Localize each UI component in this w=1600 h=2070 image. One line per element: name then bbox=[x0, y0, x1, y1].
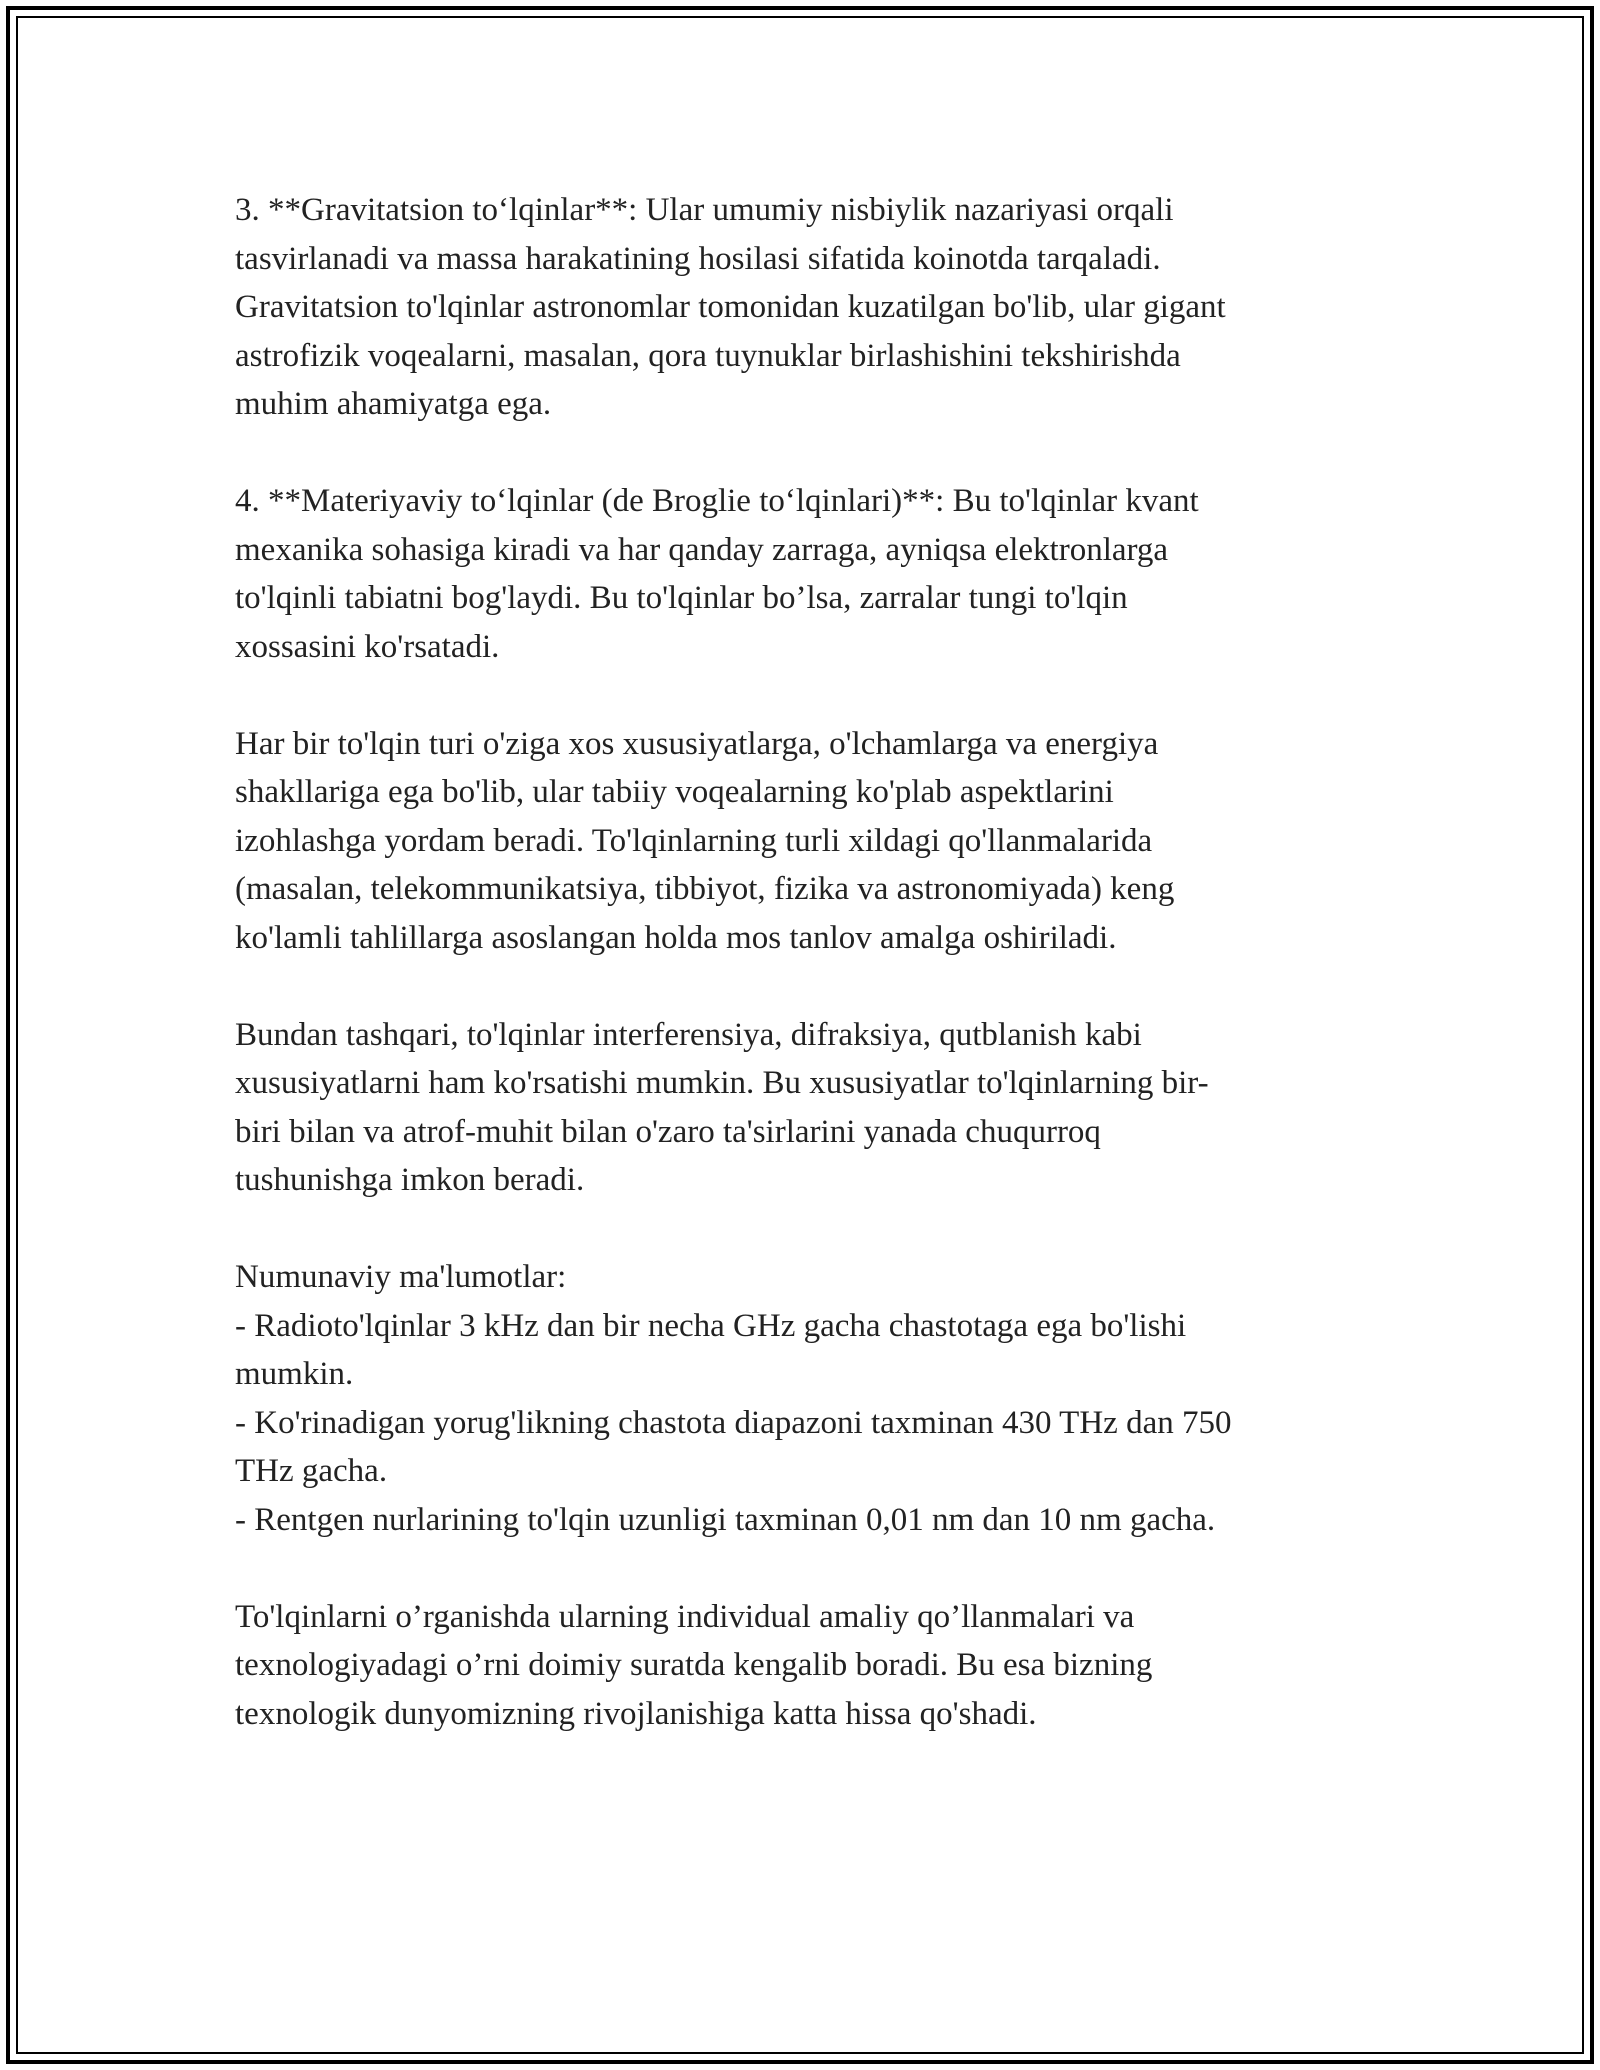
sample-data-heading: Numunaviy ma'lumotlar: bbox=[235, 1259, 567, 1295]
paragraph-closing bbox=[235, 1593, 1365, 1739]
text-line: tasvirlanadi va massa harakatining hosilasi sifatida koinotda tarqaladi. bbox=[235, 240, 1161, 277]
paragraph-matter-waves bbox=[235, 477, 1365, 671]
text-line: Bundan tashqari, to'lqinlar interferensiya, difraksiya, qutblanish kabi bbox=[235, 1016, 1142, 1053]
text-line: astrofizik voqealarni, masalan, qora tuynuklar birlashishini tekshirishda bbox=[235, 337, 1181, 374]
text-line: - Ko'rinadigan yorug'likning chastota diapazoni taxminan 430 THz dan 750 bbox=[235, 1404, 1232, 1441]
paragraph-wave-types-summary bbox=[235, 720, 1365, 963]
text-line: THz gacha. bbox=[235, 1453, 388, 1489]
text-line: izohlashga yordam beradi. To'lqinlarning turli xildagi qo'llanmalarida bbox=[235, 822, 1153, 859]
text-line: To'lqinlarni o’rganishda ularning individual amaliy qo’llanmalari va bbox=[235, 1598, 1135, 1635]
paragraph-gravitational-waves bbox=[235, 186, 1365, 429]
text-line: biri bilan va atrof-muhit bilan o'zaro ta'sirlarini yanada chuqurroq bbox=[235, 1113, 1101, 1150]
text-line: 4. **Materiyaviy to‘lqinlar (de Broglie to‘lqinlari)**: Bu to'lqinlar kvant bbox=[235, 483, 1199, 519]
text-line: muhim ahamiyatga ega. bbox=[235, 386, 552, 422]
text-line: xususiyatlarni ham ko'rsatishi mumkin. Bu xususiyatlar to'lqinlarning bir- bbox=[235, 1065, 1209, 1101]
text-line: to'lqinli tabiatni bog'laydi. Bu to'lqinlar bo’lsa, zarralar tungi to'lqin bbox=[235, 580, 1128, 616]
text-line: mexanika sohasiga kiradi va har qanday zarraga, ayniqsa elektronlarga bbox=[235, 531, 1169, 568]
document-body bbox=[235, 186, 1365, 1787]
text-line: Har bir to'lqin turi o'ziga xos xususiyatlarga, o'lchamlarga va energiya bbox=[235, 725, 1159, 762]
text-line: 3. **Gravitatsion to‘lqinlar**: Ular umumiy nisbiylik nazariyasi orqali bbox=[235, 192, 1174, 228]
list-item-x-rays bbox=[235, 1496, 1365, 1545]
text-line: texnologiyadagi o’rni doimiy suratda kengalib boradi. Bu esa bizning bbox=[235, 1647, 1153, 1683]
text-line: (masalan, telekommunikatsiya, tibbiyot, fizika va astronomiyada) keng bbox=[235, 871, 1175, 907]
list-item-visible-light bbox=[235, 1399, 1365, 1496]
sample-data-section bbox=[235, 1253, 1365, 1544]
text-line: tushunishga imkon beradi. bbox=[235, 1162, 585, 1198]
text-line: shakllariga ega bo'lib, ular tabiiy voqealarning ko'plab aspektlarini bbox=[235, 774, 1114, 810]
text-line: Gravitatsion to'lqinlar astronomlar tomonidan kuzatilgan bo'lib, ular gigant bbox=[235, 289, 1226, 325]
list-item-radio-waves bbox=[235, 1302, 1365, 1399]
text-line: - Radioto'lqinlar 3 kHz dan bir necha GHz gacha chastotaga ega bo'lishi bbox=[235, 1307, 1187, 1344]
text-line: mumkin. bbox=[235, 1356, 354, 1392]
text-line: texnologik dunyomizning rivojlanishiga katta hissa qo'shadi. bbox=[235, 1695, 1037, 1732]
text-line: xossasini ko'rsatadi. bbox=[235, 628, 500, 665]
paragraph-wave-properties bbox=[235, 1011, 1365, 1205]
text-line: - Rentgen nurlarining to'lqin uzunligi taxminan 0,01 nm dan 10 nm gacha. bbox=[235, 1501, 1216, 1538]
text-line: ko'lamli tahlillarga asoslangan holda mos tanlov amalga oshiriladi. bbox=[235, 919, 1117, 956]
